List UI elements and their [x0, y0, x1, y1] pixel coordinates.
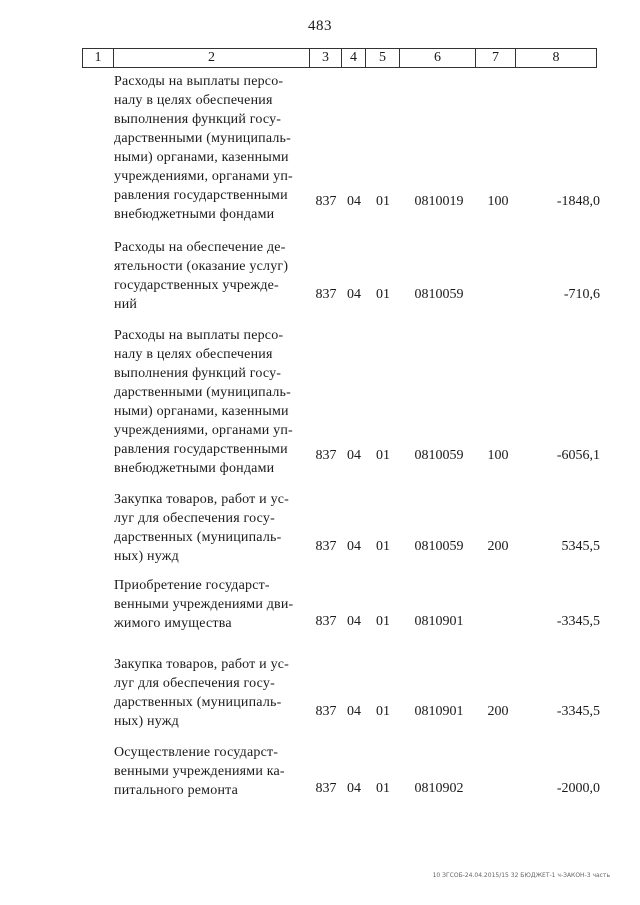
ministry-code: 837 [315, 704, 337, 719]
row-description [114, 490, 307, 566]
row-description [114, 238, 307, 314]
page-number: 483 [308, 18, 332, 34]
ministry-code: 837 [315, 448, 337, 463]
subsection-code: 01 [376, 448, 390, 463]
target-article-code: 0810059 [414, 448, 464, 463]
column-header-6: 6 [400, 49, 476, 68]
row-description [114, 576, 307, 633]
description-line: ными) органами, казенными [114, 150, 289, 165]
amount-value: -1848,0 [556, 194, 600, 209]
amount-value: -710,6 [563, 287, 600, 302]
description-line: Осуществление государст- [114, 745, 279, 760]
description-line: налу в целях обеспечения [114, 347, 273, 362]
column-header-1: 1 [83, 49, 114, 68]
description-line: выполнения функций госу- [114, 366, 282, 381]
section-code: 04 [347, 614, 361, 629]
expense-type-code: 100 [487, 194, 509, 209]
section-code: 04 [347, 448, 361, 463]
section-code: 04 [347, 539, 361, 554]
column-header-3: 3 [310, 49, 342, 68]
description-line: дарственных (муниципаль- [114, 530, 282, 545]
amount-value: 5345,5 [561, 539, 600, 554]
document-footer: 10 ЗГСОБ-24.04.2015/15 32 БЮДЖЕТ-1 ч-ЗАКОН-3 часть [432, 872, 610, 879]
target-article-code: 0810901 [414, 614, 464, 629]
ministry-code: 837 [315, 539, 337, 554]
column-header-4: 4 [342, 49, 366, 68]
subsection-code: 01 [376, 614, 390, 629]
description-line: ными) органами, казенными [114, 404, 289, 419]
description-line: Расходы на выплаты персо- [114, 328, 284, 343]
description-line: луг для обеспечения госу- [114, 676, 275, 691]
description-line: Расходы на обеспечение де- [114, 240, 286, 255]
subsection-code: 01 [376, 781, 390, 796]
description-line: Расходы на выплаты персо- [114, 74, 284, 89]
target-article-code: 0810902 [414, 781, 464, 796]
description-line: дарственных (муниципаль- [114, 695, 282, 710]
subsection-code: 01 [376, 704, 390, 719]
subsection-code: 01 [376, 287, 390, 302]
row-description [114, 655, 307, 731]
column-header-8: 8 [516, 49, 597, 68]
description-line: ных) нужд [114, 714, 179, 729]
amount-value: -3345,5 [556, 614, 600, 629]
description-line: луг для обеспечения госу- [114, 511, 275, 526]
description-line: выполнения функций госу- [114, 112, 282, 127]
description-line: ний [114, 297, 138, 312]
description-line: Приобретение государст- [114, 578, 270, 593]
description-line: жимого имущества [114, 616, 232, 631]
row-description [114, 326, 307, 478]
amount-value: -3345,5 [556, 704, 600, 719]
target-article-code: 0810059 [414, 539, 464, 554]
description-line: ятельности (оказание услуг) [114, 259, 289, 274]
section-code: 04 [347, 781, 361, 796]
column-header-7: 7 [476, 49, 516, 68]
expense-type-code: 200 [487, 704, 509, 719]
amount-value: -2000,0 [556, 781, 600, 796]
ministry-code: 837 [315, 781, 337, 796]
target-article-code: 0810019 [414, 194, 464, 209]
expense-type-code: 100 [487, 448, 509, 463]
description-line: внебюджетными фондами [114, 207, 275, 222]
description-line: учреждениями, органами уп- [114, 423, 293, 438]
description-line: дарственными (муниципаль- [114, 385, 292, 400]
section-code: 04 [347, 704, 361, 719]
description-line: Закупка товаров, работ и ус- [114, 492, 290, 507]
row-description [114, 72, 307, 224]
description-line: налу в целях обеспечения [114, 93, 273, 108]
description-line: учреждениями, органами уп- [114, 169, 293, 184]
ministry-code: 837 [315, 614, 337, 629]
target-article-code: 0810059 [414, 287, 464, 302]
column-header-2: 2 [114, 49, 310, 68]
description-line: венными учреждениями дви- [114, 597, 294, 612]
description-line: венными учреждениями ка- [114, 764, 285, 779]
section-code: 04 [347, 194, 361, 209]
description-line: равления государственными [114, 188, 288, 203]
subsection-code: 01 [376, 194, 390, 209]
subsection-code: 01 [376, 539, 390, 554]
amount-value: -6056,1 [556, 448, 600, 463]
target-article-code: 0810901 [414, 704, 464, 719]
ministry-code: 837 [315, 287, 337, 302]
section-code: 04 [347, 287, 361, 302]
column-number-header [82, 48, 597, 68]
ministry-code: 837 [315, 194, 337, 209]
expense-type-code: 200 [487, 539, 509, 554]
description-line: равления государственными [114, 442, 288, 457]
description-line: внебюджетными фондами [114, 461, 275, 476]
row-description [114, 743, 307, 800]
description-line: Закупка товаров, работ и ус- [114, 657, 290, 672]
description-line: питального ремонта [114, 783, 239, 798]
description-line: государственных учрежде- [114, 278, 279, 293]
description-line: дарственными (муниципаль- [114, 131, 292, 146]
description-line: ных) нужд [114, 549, 179, 564]
column-header-5: 5 [366, 49, 400, 68]
